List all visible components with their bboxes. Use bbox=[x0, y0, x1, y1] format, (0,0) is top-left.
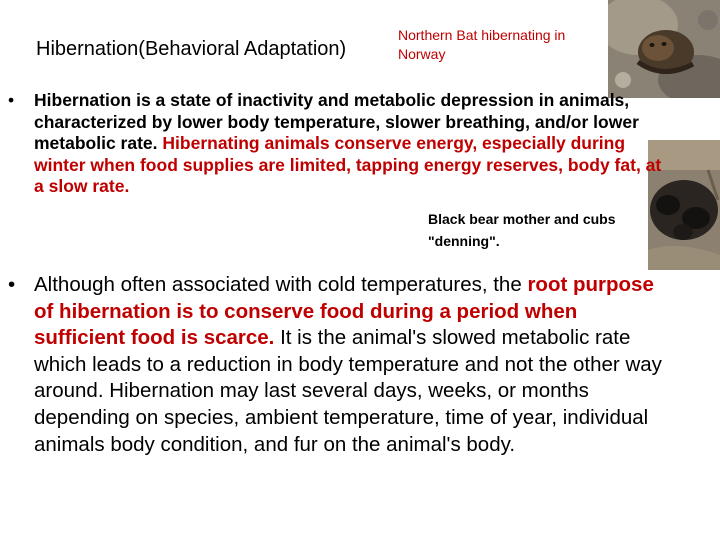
bat-photo bbox=[608, 0, 720, 98]
bear-photo-caption bbox=[428, 208, 658, 252]
bullet-hibernation-purpose bbox=[8, 272, 688, 458]
bullet1-text: Hibernation is a state of inactivity and metabolic depression in animals, characterized by lower body temperature, slower breathing, and/or lower metabolic rate. bbox=[34, 90, 639, 153]
bullet-icon: • bbox=[8, 90, 15, 110]
bullet2-highlight: root purpose of hibernation is to conserve food during a period when sufficient food is scarce. bbox=[34, 273, 654, 350]
bear-caption-line1: Black bear mother and cubs bbox=[428, 211, 616, 227]
bullet1-highlight: Hibernating animals conserve energy, especially during winter when food supplies are limited, tapping energy reserves, body fat, at a slow rate. bbox=[34, 133, 662, 196]
bullet-icon: • bbox=[8, 273, 16, 296]
bullet2-intro: Although often associated with cold temperatures, the bbox=[34, 273, 528, 296]
bullet-hibernation-definition bbox=[8, 90, 688, 198]
bat-photo-caption: Northern Bat hibernating in Norway bbox=[398, 27, 566, 62]
bear-caption-line2: "denning". bbox=[428, 233, 500, 249]
bullet2-detail: It is the animal's slowed metabolic rate which leads to a reduction in body temperature and not the other way around. Hibernation may last several days, weeks, or months depending on species, ambient temperature, time of year, individual animals body condition, and fur on the animal's body. bbox=[34, 326, 662, 456]
slide-title: Hibernation(Behavioral Adaptation) bbox=[36, 38, 347, 60]
